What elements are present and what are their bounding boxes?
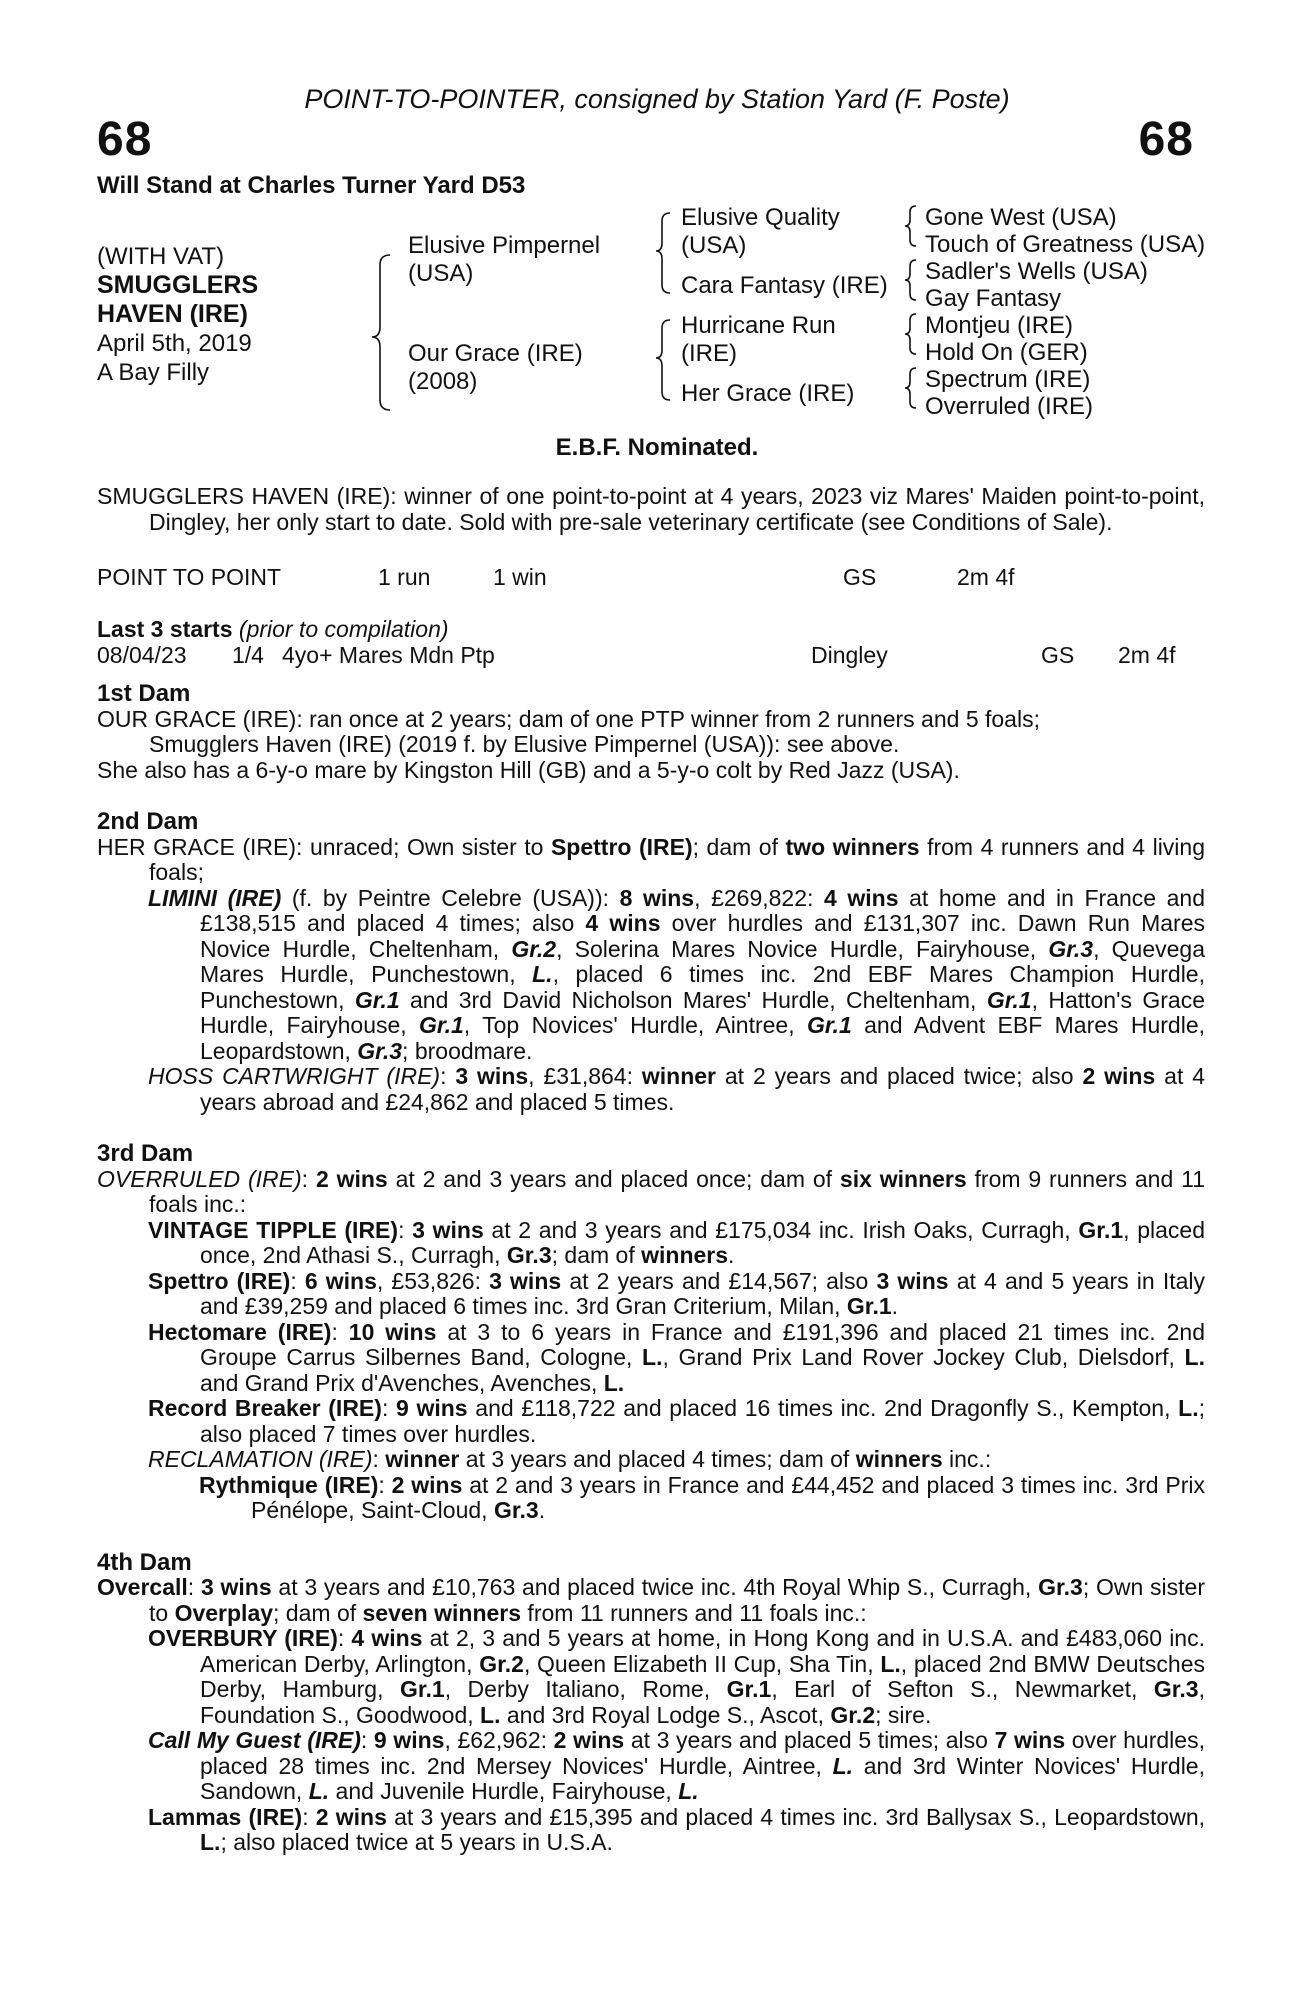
text-run: at 2 and 3 years in France and £44,452 and placed 3 times inc. 3rd Prix Pénélope, Saint-Cloud,	[251, 1471, 1205, 1523]
text-run: ; also placed 7 times over hurdles.	[200, 1395, 1206, 1447]
dam3-entry	[97, 1269, 1205, 1320]
text-run: at 3 years and £10,763 and placed twice inc. 4th Royal Whip S., Curragh,	[271, 1574, 1039, 1600]
last-starts-title: Last 3 starts	[97, 616, 233, 642]
dam4-intro	[97, 1575, 1205, 1626]
ebf-nomination: E.B.F. Nominated.	[555, 434, 759, 461]
record-wins: 1 win	[493, 564, 547, 590]
dam-line1: Our Grace (IRE)	[408, 340, 583, 367]
text-run: at 2 and 3 years and £175,034 inc. Irish Oaks, Curragh,	[483, 1216, 1079, 1243]
sire-sire-line1: Elusive Quality	[681, 204, 840, 231]
text-run: :	[337, 1625, 352, 1651]
text-run: , Earl of Sefton S., Newmarket,	[771, 1676, 1154, 1702]
race-record-row	[97, 565, 1205, 591]
text-run: L.	[832, 1752, 854, 1779]
text-run: Gr.3	[506, 1242, 552, 1268]
last-starts-note: (prior to compilation)	[238, 616, 449, 642]
text-run: :	[290, 1267, 305, 1294]
horse-description: A Bay Filly	[97, 359, 210, 386]
stabling-location: Will Stand at Charles Turner Yard D53	[97, 172, 526, 199]
text-run: at 4 years abroad and £24,862 and placed 5 times.	[200, 1063, 1206, 1115]
dam-line2: (2008)	[408, 368, 478, 395]
record-label: POINT TO POINT	[97, 564, 282, 590]
text-run: , Top Novices' Hurdle, Aintree,	[463, 1012, 807, 1038]
text-run: 2 wins	[315, 1803, 387, 1830]
text-run: Overcall	[97, 1574, 188, 1600]
text-run: Gr.1	[986, 986, 1032, 1013]
text-run: L.	[1178, 1395, 1199, 1421]
record-distance: 2m 4f	[957, 564, 1015, 590]
last-starts-heading	[97, 617, 1205, 643]
text-run: , placed once, 2nd Athasi S., Curragh,	[200, 1216, 1206, 1268]
record-going: GS	[843, 564, 877, 590]
text-run: 9 wins	[396, 1395, 468, 1421]
text-run: L.	[200, 1829, 221, 1855]
text-run: ; dam of	[692, 833, 786, 860]
text-run: from 11 runners and 11 foals inc.:	[521, 1599, 867, 1626]
text-run: Gr.1	[354, 986, 400, 1013]
gen3-dam-dam-sire: Spectrum (IRE)	[925, 366, 1091, 393]
text-run: Gr.2	[511, 935, 557, 962]
text-run: Spettro (IRE)	[550, 833, 693, 860]
dam-dam: Her Grace (IRE)	[681, 380, 855, 407]
dam4-entry	[97, 1626, 1205, 1728]
text-run: Gr.1	[846, 1293, 892, 1319]
text-run: :	[372, 1446, 386, 1472]
text-run: (f. by Peintre Celebre (USA)):	[281, 884, 620, 911]
horse-name-line1: SMUGGLERS	[97, 271, 259, 299]
dam1-line2: Smugglers Haven (IRE) (2019 f. by Elusive Pimpernel (USA)): see above.	[149, 731, 900, 757]
text-run: ; dam of	[551, 1242, 642, 1268]
text-run: 3 wins	[876, 1267, 949, 1294]
lot-number-left: 68	[97, 113, 153, 166]
text-run: six winners	[839, 1165, 967, 1192]
text-run: 7 wins	[994, 1727, 1066, 1753]
dam3-intro	[97, 1167, 1205, 1218]
dam-name	[408, 340, 583, 396]
text-run: and £118,722 and placed 16 times inc. 2nd Dragonfly S., Kempton,	[467, 1395, 1179, 1421]
text-run: winner	[641, 1063, 716, 1089]
text-run: from 4 runners and 4 living foals;	[149, 833, 1205, 885]
sire-name	[408, 232, 600, 288]
text-run: OVERBURY (IRE)	[148, 1625, 338, 1651]
text-run: OVERRULED (IRE)	[97, 1165, 302, 1192]
dam2-entry	[97, 1064, 1205, 1115]
start-distance: 2m 4f	[1118, 642, 1176, 668]
dam3-heading: 3rd Dam	[97, 1140, 194, 1167]
text-run: 4 wins	[585, 910, 661, 936]
text-run: .	[891, 1293, 899, 1319]
text-run: , £53,826:	[376, 1267, 490, 1294]
text-run: 6 wins	[304, 1267, 377, 1294]
gen3-sire-sire-dam: Touch of Greatness (USA)	[925, 231, 1206, 258]
text-run: over hurdles and £131,307 inc. Dawn Run Mares Novice Hurdle, Cheltenham,	[200, 910, 1206, 962]
text-run: , Hatton's Grace Hurdle, Fairyhouse,	[200, 986, 1205, 1038]
text-run: Gr.2	[479, 1650, 524, 1677]
text-run: ; also placed twice at 5 years in U.S.A.	[220, 1829, 613, 1855]
text-run: , £31,864:	[528, 1063, 642, 1089]
text-run: 9 wins	[373, 1727, 445, 1753]
text-run: RECLAMATION (IRE)	[148, 1446, 373, 1472]
text-run: 2 wins	[391, 1471, 463, 1498]
text-run: Spettro (IRE)	[148, 1267, 291, 1294]
text-run: L.	[1184, 1344, 1205, 1370]
text-run: 4 wins	[824, 884, 899, 911]
text-run: ; broodmare.	[402, 1037, 533, 1064]
text-run: at home and in France and £138,515 and placed 4 times; also	[200, 884, 1205, 936]
text-run: Gr.3	[1048, 935, 1094, 962]
text-run: ; dam of	[273, 1599, 363, 1626]
text-run: :	[360, 1727, 374, 1753]
dam2-intro	[97, 835, 1205, 886]
text-run: , placed 6 times inc. 2nd EBF Mares Champion Hurdle, Punchestown,	[200, 961, 1205, 1013]
text-run: Gr.1	[399, 1676, 445, 1702]
text-run: 3 wins	[489, 1267, 562, 1294]
text-run: , Queen Elizabeth II Cup, Sha Tin,	[523, 1650, 881, 1677]
text-run: .	[538, 1497, 546, 1523]
text-run: :	[187, 1574, 201, 1600]
text-run: at 2 years and £14,567; also	[561, 1267, 877, 1294]
sire-sire-line2: (USA)	[681, 232, 747, 259]
text-run: L.	[678, 1778, 699, 1804]
text-run: , Quevega Mares Hurdle, Punchestown,	[200, 935, 1205, 987]
text-run: 3 wins	[455, 1063, 529, 1089]
text-run: from 9 runners and 11 foals inc.:	[149, 1165, 1206, 1217]
text-run: winners	[641, 1242, 729, 1268]
text-run: over hurdles, placed 28 times inc. 2nd Mersey Novices' Hurdle, Aintree,	[200, 1727, 1205, 1779]
text-run: L.	[308, 1778, 330, 1804]
text-run: Gr.1	[1078, 1216, 1124, 1243]
dam4-entry	[97, 1805, 1205, 1856]
lot-number-right: 68	[1138, 113, 1194, 166]
text-run: , Foundation S., Goodwood,	[200, 1676, 1205, 1728]
text-run: Rythmique (IRE)	[199, 1471, 379, 1498]
text-run: :	[378, 1471, 392, 1498]
gen3-sire-sire-sire: Gone West (USA)	[925, 204, 1117, 231]
catalogue-body	[97, 484, 1205, 1856]
text-run: , Grand Prix Land Rover Jockey Club, Dielsdorf,	[662, 1344, 1185, 1370]
text-run: 2 wins	[1082, 1063, 1156, 1089]
text-run: :	[331, 1318, 349, 1345]
text-run: :	[381, 1395, 397, 1421]
text-run: :	[302, 1803, 316, 1830]
text-run: and Juvenile Hurdle, Fairyhouse,	[329, 1778, 679, 1804]
text-run: Gr.3	[1153, 1676, 1199, 1702]
text-run: 3 wins	[200, 1574, 272, 1600]
text-run: L.	[642, 1344, 663, 1370]
text-run: inc.:	[942, 1446, 992, 1472]
text-run: , £62,962:	[444, 1727, 554, 1753]
text-run: winner	[385, 1446, 460, 1472]
text-run: Record Breaker (IRE)	[148, 1395, 382, 1421]
pedigree-braces	[0, 0, 1314, 440]
text-run: Gr.3	[357, 1037, 403, 1064]
horse-name-line2: HAVEN (IRE)	[97, 300, 248, 328]
dam-sire	[681, 312, 836, 368]
text-run: and 3rd David Nicholson Mares' Hurdle, Cheltenham,	[399, 986, 987, 1013]
text-run: 2 wins	[315, 1165, 388, 1192]
dam1-heading: 1st Dam	[97, 680, 191, 707]
dam3-entry	[97, 1218, 1205, 1269]
text-run: Gr.1	[726, 1676, 772, 1702]
dam1-line1: OUR GRACE (IRE): ran once at 2 years; dam of one PTP winner from 2 runners and 5 foals;	[97, 705, 1040, 732]
text-run: Hectomare (IRE)	[148, 1318, 332, 1345]
start-position: 1/4	[232, 642, 264, 668]
gen3-sire-dam-sire: Sadler's Wells (USA)	[925, 258, 1148, 285]
text-run: , Solerina Mares Novice Hurdle, Fairyhouse,	[556, 935, 1049, 962]
text-run: L.	[880, 1650, 901, 1677]
text-run: VINTAGE TIPPLE (IRE)	[148, 1216, 399, 1243]
text-run: L.	[603, 1369, 625, 1396]
text-run: 4 wins	[351, 1625, 423, 1651]
text-run: at 4 and 5 years in Italy and £39,259 and placed 6 times inc. 3rd Gran Criterium, Milan,	[200, 1267, 1205, 1319]
text-run: winners	[855, 1446, 943, 1472]
start-course: Dingley	[811, 642, 888, 668]
dam3-sub-entry	[97, 1473, 1205, 1524]
text-run: , Derby Italiano, Rome,	[444, 1676, 727, 1702]
text-run: at 2, 3 and 5 years at home, in Hong Kong and in U.S.A. and £483,060 inc. American Derby, Arlington,	[200, 1625, 1205, 1677]
text-run: at 3 to 6 years in France and £191,396 and placed 21 times inc. 2nd Groupe Carrus Silbernes Band, Cologne,	[200, 1318, 1205, 1370]
text-run: at 3 years and £15,395 and placed 4 times inc. 3rd Ballysax S., Leopardstown,	[386, 1803, 1206, 1830]
text-run: LIMINI (IRE)	[148, 884, 282, 911]
gen3-dam-sire-dam: Hold On (GER)	[925, 339, 1088, 366]
text-run: .	[728, 1242, 735, 1268]
dam4-entry	[97, 1728, 1205, 1805]
text-run: 8 wins	[619, 884, 695, 911]
text-run: Gr.3	[493, 1497, 539, 1523]
text-run: ; sire.	[875, 1701, 932, 1728]
text-run: , placed 2nd BMW Deutsches Derby, Hamburg,	[200, 1650, 1205, 1702]
text-run: at 2 and 3 years and placed once; dam of	[387, 1165, 840, 1192]
foaling-date: April 5th, 2019	[97, 330, 252, 357]
gen3-dam-sire-sire: Montjeu (IRE)	[925, 312, 1074, 339]
text-run: two winners	[785, 833, 920, 860]
dam3-entry	[97, 1320, 1205, 1397]
summary-paragraph: SMUGGLERS HAVEN (IRE): winner of one point-to-point at 4 years, 2023 viz Mares' Maiden point-to-point, Dingley, her only start to date. Sold with pre-sale veterinary certificate (see Conditions of Sale).	[97, 483, 1205, 535]
sire-line2: (USA)	[408, 260, 474, 287]
text-run: Gr.3	[1038, 1574, 1083, 1600]
start-race: 4yo+ Mares Mdn Ptp	[282, 642, 495, 668]
text-run: Lammas (IRE)	[148, 1803, 303, 1830]
start-going: GS	[1041, 642, 1075, 668]
gen3-sire-dam-dam: Gay Fantasy	[925, 285, 1062, 312]
text-run: :	[398, 1216, 413, 1243]
text-run: 10 wins	[348, 1318, 437, 1345]
dam-sire-line1: Hurricane Run	[681, 312, 836, 339]
text-run: at 2 years and placed twice; also	[716, 1063, 1083, 1089]
sire-dam: Cara Fantasy (IRE)	[681, 272, 888, 299]
dam-sire-line2: (IRE)	[681, 340, 737, 367]
text-run: and Grand Prix d'Avenches, Avenches,	[200, 1369, 604, 1396]
text-run: Gr.1	[806, 1012, 852, 1038]
text-run: and Advent EBF Mares Hurdle, Leopardstown,	[200, 1012, 1206, 1064]
vat-status: (WITH VAT)	[97, 243, 225, 270]
text-run: L.	[532, 961, 553, 987]
gen3-dam-dam-dam: Overruled (IRE)	[925, 393, 1094, 420]
dam2-heading: 2nd Dam	[97, 808, 199, 835]
text-run: 3 wins	[412, 1216, 484, 1243]
text-run: seven winners	[362, 1599, 522, 1626]
text-run: and 3rd Winter Novices' Hurdle, Sandown,	[200, 1752, 1205, 1804]
consignor-title: POINT-TO-POINTER, consigned by Station Yard (F. Poste)	[304, 84, 1010, 114]
dam2-entry	[97, 886, 1205, 1065]
text-run: ; Own sister to	[149, 1574, 1205, 1626]
text-run: at 3 years and placed 4 times; dam of	[459, 1446, 856, 1472]
dam4-heading: 4th Dam	[97, 1548, 192, 1576]
text-run: Call My Guest (IRE)	[148, 1727, 361, 1753]
sire-sire	[681, 204, 840, 260]
text-run: HOSS CARTWRIGHT (IRE)	[148, 1063, 441, 1089]
text-run: at 3 years and placed 5 times; also	[624, 1727, 995, 1753]
text-run: Overplay	[174, 1599, 274, 1626]
text-run: 2 wins	[553, 1727, 625, 1753]
record-runs: 1 run	[378, 564, 431, 590]
text-run: and 3rd Royal Lodge S., Ascot,	[500, 1701, 831, 1728]
dam3-entry	[97, 1447, 1205, 1473]
text-run: Gr.2	[830, 1701, 876, 1728]
text-run: , £269,822:	[694, 884, 824, 911]
sire-line1: Elusive Pimpernel	[408, 232, 601, 259]
dam1-line3: She also has a 6-y-o mare by Kingston Hill (GB) and a 5-y-o colt by Red Jazz (USA).	[97, 756, 960, 783]
dam3-entry	[97, 1396, 1205, 1447]
last-start-row	[97, 643, 1205, 669]
text-run: Gr.1	[419, 1012, 464, 1038]
start-date: 08/04/23	[97, 642, 187, 668]
text-run: :	[301, 1165, 316, 1192]
text-run: L.	[480, 1701, 501, 1728]
text-run: HER GRACE (IRE): unraced; Own sister to	[97, 833, 551, 860]
text-run: :	[440, 1063, 456, 1089]
